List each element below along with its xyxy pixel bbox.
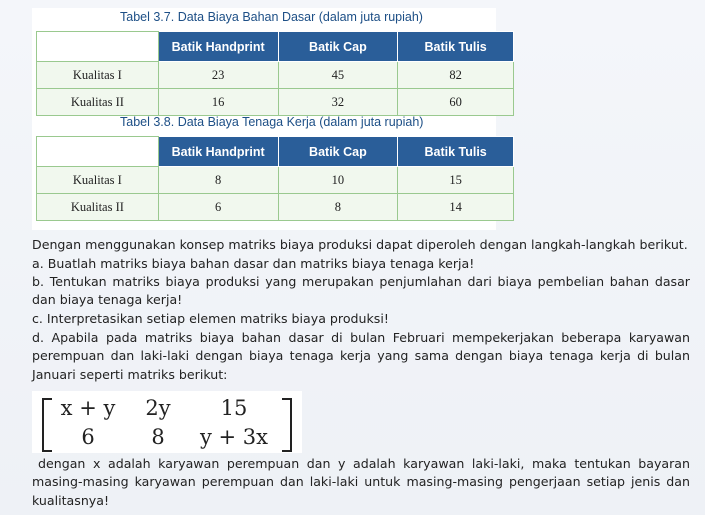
table1-header-cell: Batik Cap: [278, 32, 398, 62]
table-row: [37, 194, 514, 221]
row-label: Kualitas II: [37, 89, 159, 116]
matrix-right-bracket: [282, 398, 292, 452]
table2-caption-title: Data Biaya Tenaga Kerja (dalam juta rupiah): [177, 115, 424, 129]
matrix-cell: 2y: [145, 396, 171, 420]
item-c: c. Interpretasikan setiap elemen matriks biaya produksi!: [32, 311, 389, 326]
table2-caption-label: Tabel 3.8.: [120, 115, 175, 129]
table-cell: 10: [278, 167, 398, 194]
table-cell: 45: [278, 62, 398, 89]
table1: [36, 31, 514, 116]
table-cell: 8: [158, 167, 278, 194]
table2-caption: [120, 115, 423, 129]
table2-header-row: [37, 137, 514, 167]
table-cell: 82: [398, 62, 514, 89]
table-row: [37, 62, 514, 89]
table-row: [37, 167, 514, 194]
table-cell: 23: [158, 62, 278, 89]
table2-header-cell: Batik Cap: [278, 137, 398, 167]
table2: [36, 136, 514, 221]
matrix-cell: 8: [151, 425, 165, 449]
table-cell: 60: [398, 89, 514, 116]
item-d: d. Apabila pada matriks biaya bahan dasar di bulan Februari mempekerjakan beberapa karyawan perempuan dan laki-laki dengan biaya tenaga kerja yang sama dengan biaya tenaga kerja di bulan Januari seperti matriks berikut:: [32, 330, 690, 382]
closing-text: dengan x adalah karyawan perempuan dan y adalah karyawan laki-laki, maka tentukan bayaran masing-masing karyawan perempuan dan laki-laki untuk masing-masing pengerjaan setiap jenis dan kualitasnya!: [32, 456, 690, 508]
intro-text: Dengan menggunakan konsep matriks biaya produksi dapat diperoleh dengan langkah-langkah berikut.: [32, 237, 688, 252]
row-label: Kualitas I: [37, 62, 159, 89]
table1-caption-title: Data Biaya Bahan Dasar (dalam juta rupiah): [177, 10, 423, 24]
item-b: b. Tentukan matriks biaya produksi yang merupakan penjumlahan dari biaya pembelian bahan dasar dan biaya tenaga kerja!: [32, 274, 690, 308]
table2-header-cell: Batik Handprint: [158, 137, 278, 167]
table1-header-cell: Batik Tulis: [398, 32, 514, 62]
table-cell: 15: [398, 167, 514, 194]
row-label: Kualitas II: [37, 194, 159, 221]
table-cell: 32: [278, 89, 398, 116]
table-row: [37, 89, 514, 116]
matrix-cell: 15: [220, 396, 248, 420]
table1-caption-label: Tabel 3.7.: [120, 10, 175, 24]
table1-caption: [120, 10, 423, 24]
matrix-cell: x + y: [60, 396, 116, 420]
table-cell: 6: [158, 194, 278, 221]
table-cell: 8: [278, 194, 398, 221]
table2-corner-cell: [37, 137, 159, 167]
table-cell: 14: [398, 194, 514, 221]
table-cell: 16: [158, 89, 278, 116]
row-label: Kualitas I: [37, 167, 159, 194]
table2-header-cell: Batik Tulis: [398, 137, 514, 167]
table1-header-cell: Batik Handprint: [158, 32, 278, 62]
table1-corner-cell: [37, 32, 159, 62]
matrix-cell: y + 3x: [199, 425, 268, 449]
matrix-cell: 6: [81, 425, 95, 449]
table1-header-row: [37, 32, 514, 62]
item-a: a. Buatlah matriks biaya bahan dasar dan matriks biaya tenaga kerja!: [32, 256, 475, 271]
